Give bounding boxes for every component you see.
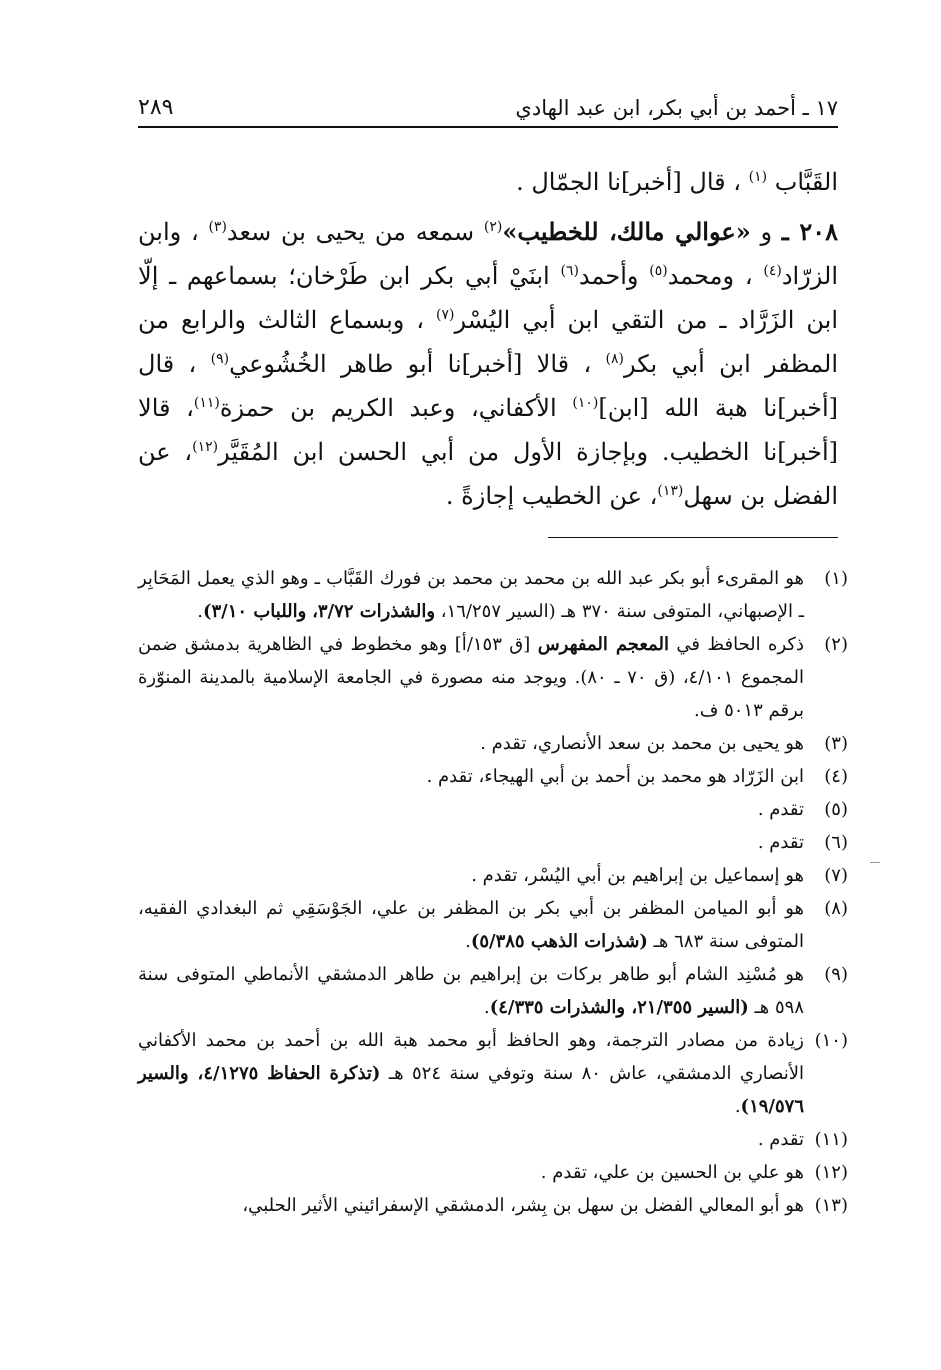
footnote-ref[interactable]: (١٣): [657, 483, 684, 499]
footnote-5: [138, 793, 848, 826]
source-citation: (تذكرة الحفاظ ٤/١٢٧٥، والسير ١٩/٥٧٦): [138, 1063, 804, 1117]
text-run: [ق ١٥٣/أ] وهو مخطوط في الظاهرية بدمشق ضمن المجموع ٤/١٠١، (ق ٧٠ ـ ٨٠). ويوجد منه مصورة في الجامعة الإسلامية بالمدينة المنوّرة برقم ٥٠١٣ ف.: [138, 634, 805, 721]
footnote-text: [138, 958, 804, 1024]
text-run: .: [483, 997, 490, 1018]
footnote-ref[interactable]: (٥): [649, 263, 668, 279]
text-run: ، قالا [أخبر]نا أبو طاهر الخُشُوعي: [229, 350, 606, 378]
footnote-number: (٧): [824, 865, 848, 886]
footnote-3: [138, 727, 848, 760]
scan-mark: [870, 862, 880, 863]
text-run: القَبَّاب: [767, 168, 838, 196]
footnote-4: [138, 760, 848, 793]
footnote-number: (٥): [824, 799, 848, 820]
text-run: وأحمد: [578, 262, 650, 290]
source-citation: (السير ٢١/٣٥٥، والشذرات ٤/٣٣٥): [489, 997, 749, 1018]
footnote-text: تقدم .: [757, 832, 804, 853]
footnote-8: [138, 892, 848, 958]
text-run: هو أبو الميامن المظفر بن أبي بكر بن المظفر بن علي، الجَوْسَقِي ثم البغدادي الفقيه، المتوفى سنة ٦٨٣ هـ: [138, 898, 804, 952]
footnote-13: [138, 1189, 848, 1222]
running-title: ١٧ ـ أحمد بن أبي بكر، ابن عبد الهادي: [515, 96, 838, 120]
entry-208-paragraph: [138, 210, 838, 518]
footnote-11: [138, 1123, 848, 1156]
footnote-1: [138, 562, 848, 628]
footnote-text: ابن الزَرّاد هو محمد بن أحمد بن أبي الهيجاء، تقدم .: [426, 766, 804, 787]
footnote-ref[interactable]: (١٢): [192, 439, 219, 455]
footnote-text: تقدم .: [757, 799, 804, 820]
footnote-ref[interactable]: (٧): [435, 307, 455, 323]
footnote-ref[interactable]: (٨): [605, 351, 624, 367]
footnote-number: (١١): [814, 1129, 848, 1150]
text-run: زيادة من مصادر الترجمة، وهو الحافظ أبو محمد هبة الله بن أحمد بن محمد الأكفاني الأنصاري الدمشقي، عاش ٨٠ سنة وتوفي سنة ٥٢٤ هـ: [138, 1030, 805, 1084]
footnote-divider: [548, 537, 838, 538]
footnote-text: [138, 1024, 804, 1123]
footnote-number: (٩): [824, 964, 848, 985]
main-text: [138, 160, 838, 518]
text-run: هو مُسْنِد الشام أبو طاهر بركات بن إبراهيم بن طاهر الدمشقي الأنماطي المتوفى سنة ٥٩٨ هـ: [138, 964, 804, 1018]
text-run: ، وابن الزرّاد: [138, 218, 838, 290]
footnote-2: [138, 628, 848, 727]
text-run: ، قال [أخبر]نا الجمّال .: [516, 168, 749, 196]
footnote-ref[interactable]: (٢): [483, 219, 503, 235]
footnote-number: (٦): [824, 832, 848, 853]
text-run: ، وبسماع الثالث والرابع من المظفر ابن أبي بكر: [138, 306, 838, 378]
footnote-text: [138, 892, 804, 958]
footnote-number: (١٠): [814, 1030, 848, 1051]
footnote-number: (٢): [824, 634, 848, 655]
text-run: ، قالا [أخبر]نا الخطيب. وبإجازة الأول من أبي الحسن ابن المُقَيَّر: [138, 394, 838, 466]
source-citation: والشذرات ٣/٧٢،: [312, 601, 436, 622]
footnote-text: [138, 562, 804, 628]
footnote-ref[interactable]: (٦): [560, 263, 579, 279]
source-citation: المعجم المفهرس: [537, 634, 669, 655]
footnote-text: هو يحيى بن محمد بن سعد الأنصاري، تقدم .: [480, 733, 804, 754]
page-header: [138, 92, 838, 128]
text-run: ، قال [أخبر]نا هبة الله [ابن]: [138, 350, 838, 422]
text-run: ، عن الفضل بن سهل: [138, 438, 838, 510]
footnote-number: (١٢): [814, 1162, 848, 1183]
footnote-number: (١): [824, 568, 848, 589]
footnote-ref[interactable]: (١١): [193, 395, 220, 411]
footnote-ref[interactable]: (١٠): [572, 395, 599, 411]
text-run: ذكره الحافظ في: [669, 634, 805, 655]
footnote-10: [138, 1024, 848, 1123]
footnote-text: هو أبو المعالي الفضل بن سهل بن بِشر، الدمشقي الإسفرائيني الأثير الحلبي،: [242, 1195, 804, 1216]
text-run: .: [734, 1096, 741, 1117]
text-run: ابنَيْ أبي بكر ابن طَرْخان؛ بسماعهم ـ إلّا ابن الزَرَّاد ـ من التقي ابن أبي اليُسْر: [138, 262, 838, 334]
source-citation: واللباب ٣/١٠): [202, 601, 307, 622]
footnote-number: (١٣): [814, 1195, 848, 1216]
footnote-ref[interactable]: (٤): [763, 263, 782, 279]
page-number: ٢٨٩: [138, 95, 174, 120]
footnote-12: [138, 1156, 848, 1189]
footnote-ref[interactable]: (٣): [208, 219, 227, 235]
text-run: و: [750, 218, 782, 246]
footnote-text: تقدم .: [757, 1129, 804, 1150]
footnotes: [138, 562, 848, 1222]
footnote-6: [138, 826, 848, 859]
text-run: ، عن الخطيب إجازةً .: [445, 482, 658, 510]
text-run: هو المقرىء أبو بكر عبد الله بن محمد بن محمد بن فورك القَبَّاب ـ وهو الذي يعمل المَحَابِر ـ الإصبهاني، المتوفى سنة ٣٧٠ هـ (السير ١٦/٢٥٧،: [138, 568, 804, 622]
footnote-7: [138, 859, 848, 892]
footnote-9: [138, 958, 848, 1024]
text-run: ، ومحمد: [667, 262, 764, 290]
entry-number: ٢٠٨ ـ: [781, 217, 838, 246]
footnote-text: هو إسماعيل بن إبراهيم بن أبي اليُسْر، تقدم .: [471, 865, 804, 886]
footnote-text: هو علي بن الحسين بن علي، تقدم .: [540, 1162, 804, 1183]
entry-title: «عوالي مالك، للخطيب»: [502, 217, 751, 246]
footnote-text: [138, 628, 804, 727]
footnote-number: (٣): [824, 733, 848, 754]
source-citation: (شذرات الذهب ٥/٣٨٥): [470, 931, 648, 952]
footnote-number: (٤): [824, 766, 848, 787]
footnote-ref[interactable]: (٩): [210, 351, 230, 367]
text-run: الأكفاني، وعبد الكريم بن حمزة: [219, 394, 573, 422]
text-run: .: [197, 601, 203, 622]
footnote-ref[interactable]: (١): [748, 169, 768, 185]
footnote-number: (٨): [824, 898, 848, 919]
text-run: سمعه من يحيى بن سعد: [226, 218, 484, 246]
continuation-paragraph: [138, 160, 838, 204]
text-run: .: [465, 931, 471, 952]
